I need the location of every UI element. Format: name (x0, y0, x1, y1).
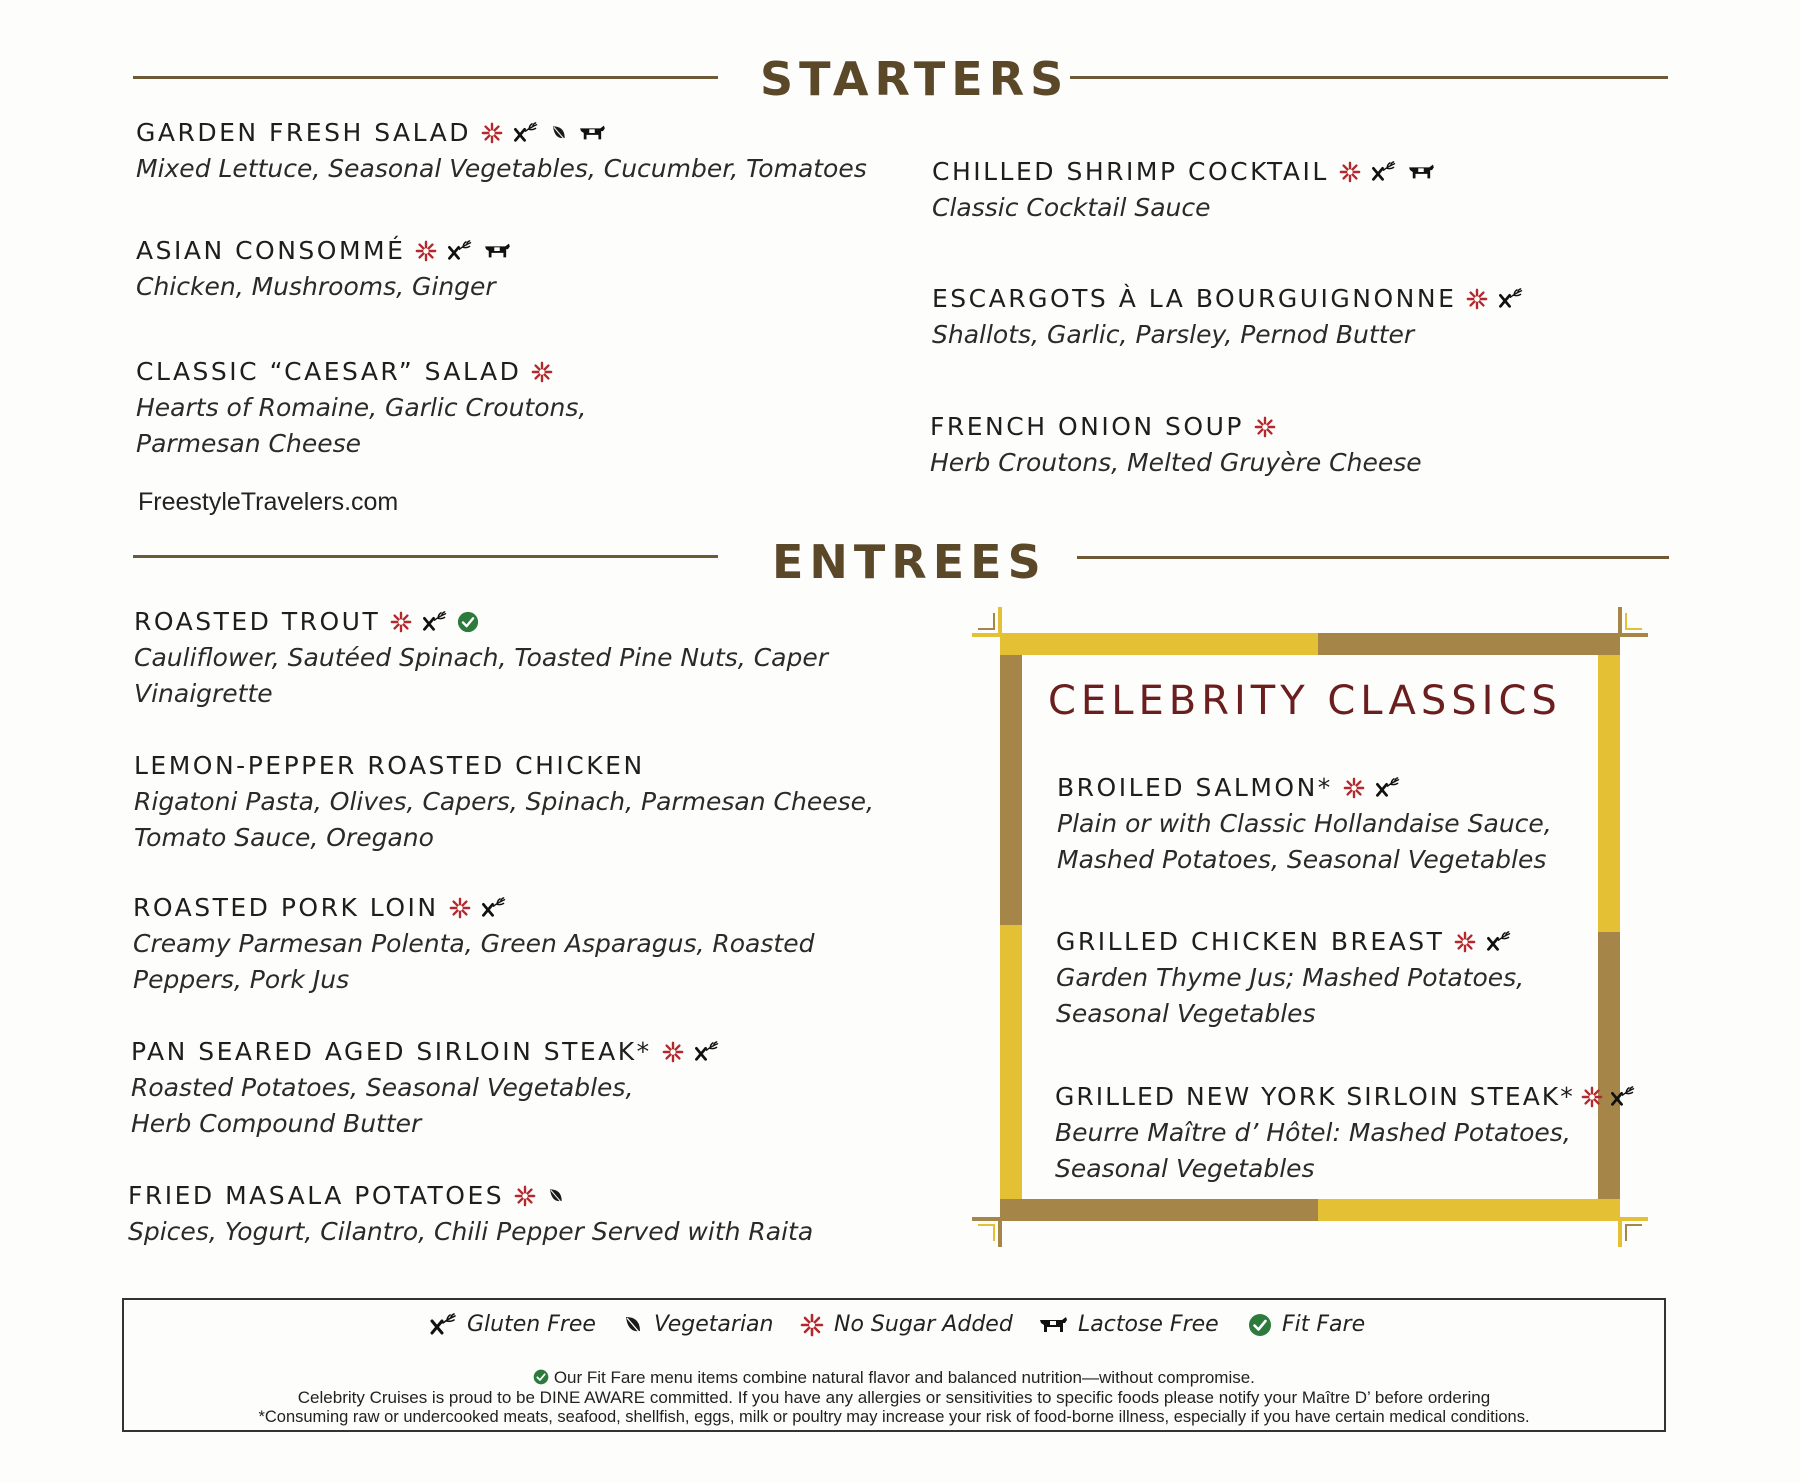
legend-row (124, 1312, 1664, 1348)
gluten-free-icon (1497, 288, 1524, 310)
legend-gluten-free-label: Gluten Free (467, 1312, 596, 1337)
menu-item-lemon-pepper-chicken (134, 748, 874, 856)
item-description: Garden Thyme Jus; Mashed Potatoes, (1056, 963, 1525, 992)
no-sugar-icon (1254, 416, 1276, 438)
item-icons (1343, 777, 1401, 799)
item-description: Creamy Parmesan Polenta, Green Asparagus, Roasted (133, 929, 815, 958)
menu-item-sirloin-steak (131, 1034, 720, 1142)
item-name: GRILLED NEW YORK SIRLOIN STEAK* (1055, 1082, 1575, 1111)
fit-fare-note-text: Our Fit Fare menu items combine natural flavor and balanced nutrition—without compromise. (553, 1368, 1255, 1387)
item-description-line2: Parmesan Cheese (136, 429, 362, 458)
item-name: LEMON-PEPPER ROASTED CHICKEN (134, 751, 645, 780)
gluten-free-icon (512, 122, 539, 144)
item-description: Plain or with Classic Hollandaise Sauce, (1057, 809, 1552, 838)
legend-no-sugar-label: No Sugar Added (834, 1312, 1013, 1337)
menu-item-escargots (932, 281, 1524, 353)
item-name: PAN SEARED AGED SIRLOIN STEAK* (131, 1037, 652, 1066)
item-description-line2: Tomato Sauce, Oregano (134, 823, 434, 852)
no-sugar-icon (800, 1313, 824, 1337)
item-icons (662, 1041, 720, 1063)
gluten-free-icon (421, 611, 448, 633)
menu-item-roasted-trout (134, 604, 828, 712)
item-name: ESCARGOTS À LA BOURGUIGNONNE (932, 284, 1457, 313)
item-icons (481, 122, 607, 144)
lactose-free-icon (482, 240, 512, 262)
no-sugar-icon (514, 1185, 536, 1207)
legend-fit-fare (1248, 1312, 1365, 1337)
no-sugar-icon (1454, 931, 1476, 953)
starters-title: STARTERS (760, 52, 1070, 106)
vegetarian-icon (548, 122, 568, 144)
fit-fare-icon (1248, 1313, 1272, 1337)
lactose-free-icon (1406, 161, 1436, 183)
menu-item-masala-potatoes (128, 1178, 813, 1250)
menu-item-garden-fresh-salad (136, 115, 867, 187)
item-description: Hearts of Romaine, Garlic Croutons, (136, 393, 587, 422)
no-sugar-icon (662, 1041, 684, 1063)
item-name: ROASTED PORK LOIN (133, 893, 439, 922)
legend-no-sugar (800, 1312, 1013, 1337)
item-name: GRILLED CHICKEN BREAST (1056, 927, 1445, 956)
no-sugar-icon (390, 611, 412, 633)
legend-vegetarian (620, 1312, 774, 1337)
item-description: Chicken, Mushrooms, Ginger (136, 272, 496, 301)
item-description: Cauliflower, Sautéed Spinach, Toasted Pine Nuts, Caper (134, 643, 828, 672)
no-sugar-icon (1466, 288, 1488, 310)
gluten-free-icon (429, 1313, 457, 1337)
fit-fare-note (124, 1368, 1664, 1388)
item-description: Classic Cocktail Sauce (932, 193, 1211, 222)
item-description-line2: Mashed Potatoes, Seasonal Vegetables (1057, 845, 1547, 874)
item-name: FRIED MASALA POTATOES (128, 1181, 505, 1210)
item-name: ASIAN CONSOMMÉ (136, 236, 406, 265)
menu-item-grilled-chicken-breast (1056, 924, 1524, 1032)
no-sugar-icon (1339, 161, 1361, 183)
menu-item-roasted-pork-loin (133, 890, 814, 998)
watermark-text: FreestyleTravelers.com (138, 488, 399, 516)
item-icons (1581, 1086, 1636, 1108)
fit-fare-icon (457, 611, 479, 633)
menu-item-classic-caesar-salad (136, 354, 586, 462)
legend-fit-fare-label: Fit Fare (1282, 1312, 1366, 1337)
dine-aware-note: Celebrity Cruises is proud to be DINE AWARE committed. If you have any allergies or sensitivities to specific foods please notify your Maître D’ before ordering (297, 1388, 1491, 1407)
no-sugar-icon (481, 122, 503, 144)
item-description-line2: Herb Compound Butter (131, 1109, 422, 1138)
item-description: Spices, Yogurt, Cilantro, Chili Pepper Served with Raita (128, 1217, 814, 1246)
item-description-line2: Seasonal Vegetables (1056, 999, 1316, 1028)
item-icons (1466, 288, 1524, 310)
menu-item-broiled-salmon (1057, 770, 1552, 878)
gluten-free-icon (480, 897, 507, 919)
item-icons (415, 240, 512, 262)
starters-rule-right (1070, 76, 1668, 79)
item-description: Roasted Potatoes, Seasonal Vegetables, (131, 1073, 634, 1102)
lactose-free-icon (1038, 1313, 1068, 1337)
celebrity-classics-title: CELEBRITY CLASSICS (1048, 678, 1562, 724)
gluten-free-icon (693, 1041, 720, 1063)
item-description: Mixed Lettuce, Seasonal Vegetables, Cucumber, Tomatoes (136, 154, 867, 183)
gluten-free-icon (1374, 777, 1401, 799)
vegetarian-icon (545, 1185, 565, 1207)
item-description-line2: Seasonal Vegetables (1055, 1154, 1315, 1183)
legend-vegetarian-label: Vegetarian (654, 1312, 774, 1337)
starters-rule-left (133, 76, 718, 79)
item-icons (514, 1185, 565, 1207)
item-name: GARDEN FRESH SALAD (136, 118, 471, 147)
raw-food-warning: *Consuming raw or undercooked meats, seafood, shellfish, eggs, milk or poultry may increase your risk of food-borne illness, especially if you have certain medical conditions. (258, 1408, 1530, 1426)
item-description: Rigatoni Pasta, Olives, Capers, Spinach, Parmesan Cheese, (134, 787, 874, 816)
item-icons (1454, 931, 1512, 953)
item-description: Herb Croutons, Melted Gruyère Cheese (930, 448, 1422, 477)
legend-gluten-free (429, 1312, 596, 1337)
no-sugar-icon (1343, 777, 1365, 799)
item-name: BROILED SALMON* (1057, 773, 1333, 802)
item-name: CLASSIC “CAESAR” SALAD (136, 357, 522, 386)
gluten-free-icon (446, 240, 473, 262)
gluten-free-icon (1370, 161, 1397, 183)
no-sugar-icon (1581, 1086, 1603, 1108)
menu-item-chilled-shrimp-cocktail (932, 154, 1436, 226)
item-icons (449, 897, 507, 919)
no-sugar-icon (415, 240, 437, 262)
item-name: ROASTED TROUT (134, 607, 381, 636)
item-icons (531, 361, 553, 383)
legend-box (122, 1298, 1666, 1432)
fit-fare-icon (533, 1369, 549, 1385)
item-description: Shallots, Garlic, Parsley, Pernod Butter (932, 320, 1415, 349)
legend-lactose-free-label: Lactose Free (1078, 1312, 1219, 1337)
entrees-title: ENTREES (772, 535, 1047, 589)
item-name: CHILLED SHRIMP COCKTAIL (932, 157, 1329, 186)
item-icons (1254, 416, 1276, 438)
lactose-free-icon (577, 122, 607, 144)
gluten-free-icon (1609, 1086, 1636, 1108)
entrees-rule-right (1077, 556, 1669, 559)
menu-item-asian-consomme (136, 233, 512, 305)
item-name: FRENCH ONION SOUP (930, 412, 1244, 441)
gluten-free-icon (1485, 931, 1512, 953)
entrees-rule-left (133, 555, 718, 558)
no-sugar-icon (531, 361, 553, 383)
legend-lactose-free (1038, 1312, 1219, 1337)
item-icons (390, 611, 479, 633)
no-sugar-icon (449, 897, 471, 919)
menu-item-new-york-sirloin (1055, 1079, 1636, 1187)
item-description: Beurre Maître d’ Hôtel: Mashed Potatoes, (1055, 1118, 1571, 1147)
vegetarian-icon (620, 1313, 644, 1337)
item-description-line2: Peppers, Pork Jus (133, 965, 350, 994)
item-icons (1339, 161, 1436, 183)
item-description-line2: Vinaigrette (134, 679, 273, 708)
menu-item-french-onion-soup (930, 409, 1422, 481)
